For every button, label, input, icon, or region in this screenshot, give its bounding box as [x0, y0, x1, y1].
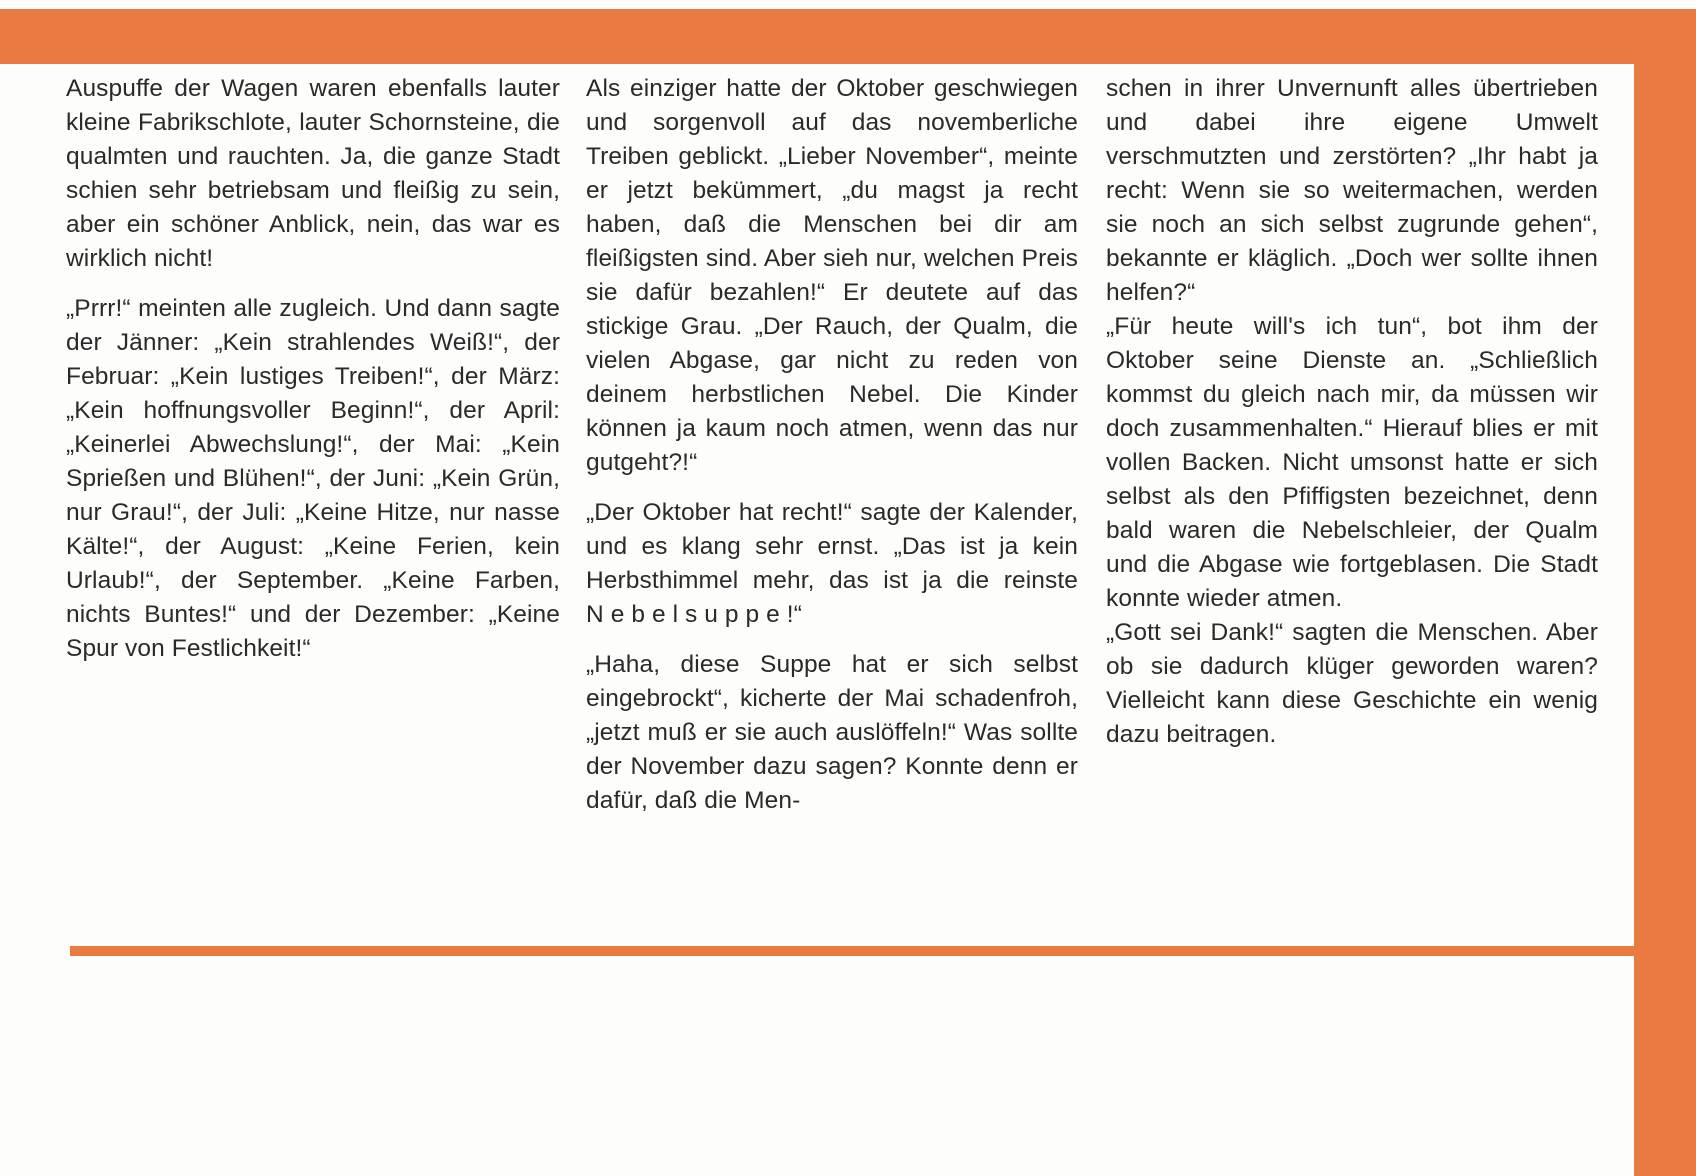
paragraph: Auspuffe der Wagen waren ebenfalls lauter kleine Fabrikschlote, lauter Schornsteine, die qualmten und rauchten. Ja, die ganze Stadt schien sehr betriebsam und fleißig zu sein, aber ein schöner Anblick, nein, das war es wirklich nicht!	[66, 75, 560, 272]
paragraph: schen in ihrer Unvernunft alles übertrieben und dabei ihre eigene Umwelt verschmutzten und zerstörten? „Ihr habt ja recht: Wenn sie so weitermachen, werden sie noch an sich selbst zugrunde gehen“, bekannte er kläglich. „Doch wer sollte ihnen helfen?“	[1106, 75, 1598, 306]
text-column-right	[1106, 72, 1598, 752]
paragraph: „Gott sei Dank!“ sagten die Menschen. Aber ob sie dadurch klüger geworden waren? Vielleicht kann diese Geschichte ein wenig dazu beitragen.	[1106, 619, 1598, 748]
text-column-left	[66, 72, 560, 682]
paragraph: „Für heute will's ich tun“, bot ihm der Oktober seine Dienste an. „Schließlich kommst du gleich nach mir, da müssen wir doch zusammenhalten.“ Hierauf blies er mit vollen Backen. Nicht umsonst hatte er sich selbst als den Pfiffigsten bezeichnet, denn bald waren die Nebelschleier, der Qualm und die Abgase wie fortgeblasen. Die Stadt konnte wieder atmen.	[1106, 313, 1598, 612]
top-orange-band	[0, 9, 1696, 64]
paragraph: „Prrr!“ meinten alle zugleich. Und dann sagte der Jänner: „Kein strahlendes Weiß!“, der Februar: „Kein lustiges Treiben!“, der März: „Kein hoffnungsvoller Beginn!“, der April: „Keinerlei Abwechslung!“, der Mai: „Kein Sprießen und Blühen!“, der Juni: „Kein Grün, nur Grau!“, der Juli: „Keine Hitze, nur nasse Kälte!“, der August: „Keine Ferien, kein Urlaub!“, der September. „Keine Farben, nichts Buntes!“ und der Dezember: „Keine Spur von Festlichkeit!“	[66, 295, 560, 662]
right-orange-band	[1634, 9, 1696, 1176]
spaced-emphasis-word: Nebelsuppe	[586, 601, 787, 628]
paragraph: „Haha, diese Suppe hat er sich selbst eingebrockt“, kicherte der Mai schadenfroh, „jetzt muß er sie auch auslöffeln!“ Was sollte der November dazu sagen? Konnte denn er dafür, daß die Men-	[586, 651, 1078, 814]
paragraph	[586, 496, 1078, 632]
paragraph-text: !“	[786, 601, 802, 628]
bottom-orange-rule	[70, 946, 1634, 956]
paragraph: Als einziger hatte der Oktober geschwiegen und sorgenvoll auf das novemberliche Treiben geblickt. „Lieber November“, meinte er jetzt bekümmert, „du magst ja recht haben, daß die Menschen bei dir am fleißigsten sind. Aber sieh nur, welchen Preis sie dafür bezahlen!“ Er deutete auf das stickige Grau. „Der Rauch, der Qualm, die vielen Abgase, gar nicht zu reden von deinem herbstlichen Nebel. Die Kinder können ja kaum noch atmen, wenn das nur gutgeht?!“	[586, 75, 1078, 476]
text-column-middle	[586, 72, 1078, 834]
paragraph-text: „Der Oktober hat recht!“ sagte der Kalender, und es klang sehr ernst. „Das ist ja kein Herbsthimmel mehr, das ist ja die reinste	[586, 499, 1078, 594]
